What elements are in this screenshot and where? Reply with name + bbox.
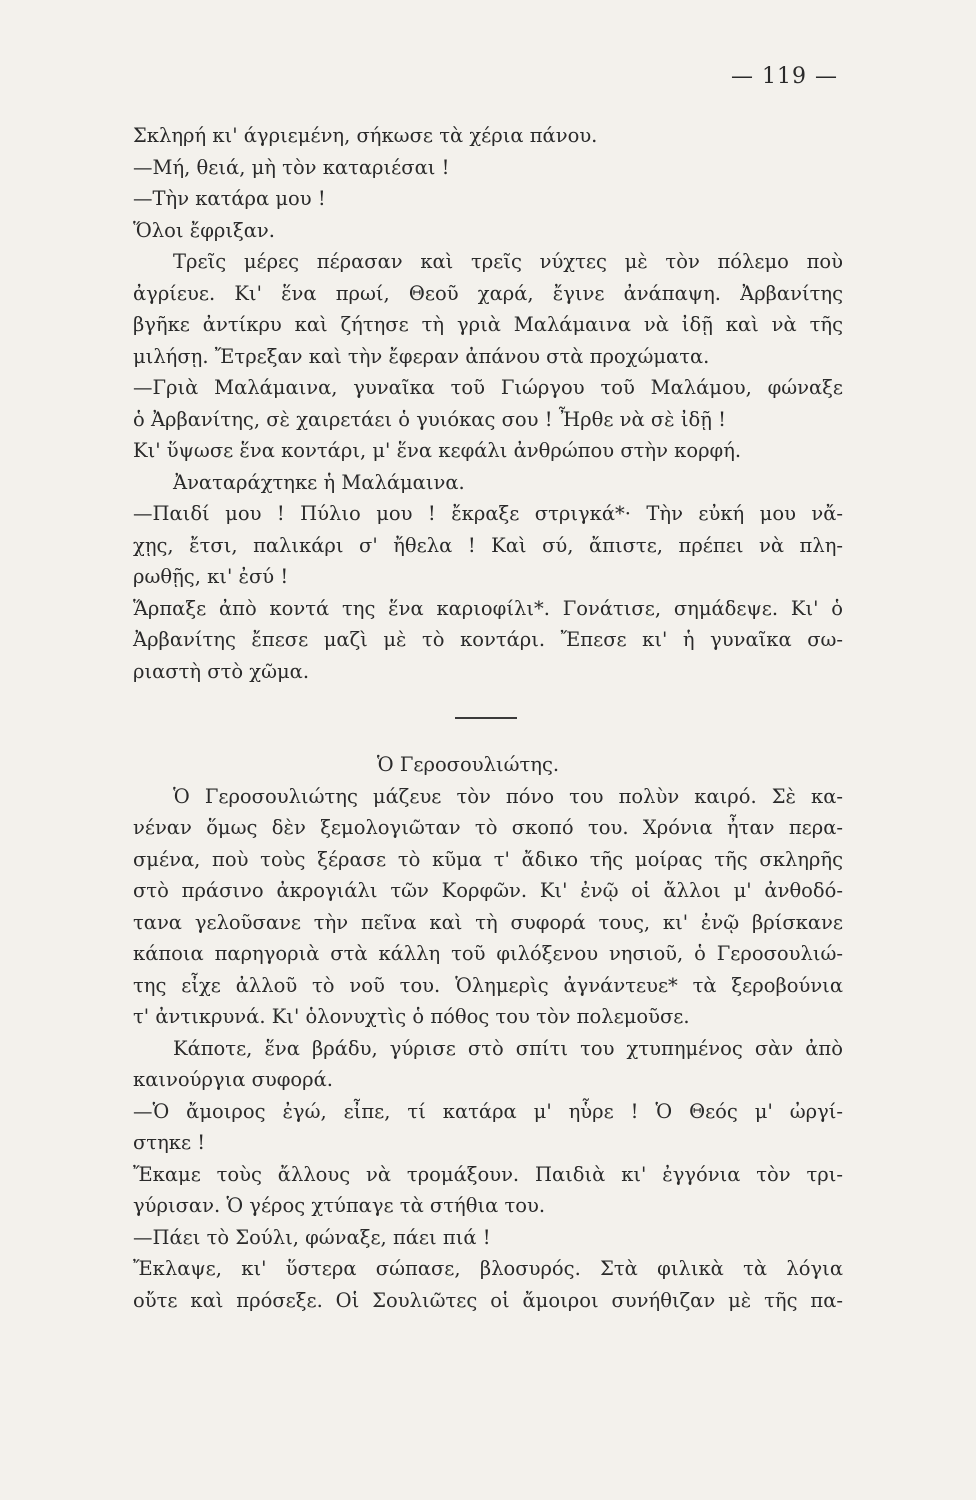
text-line: τ' ἀντικρυνά. Κι' ὁλονυχτὶς ὁ πόθος του τὸν πολεμοῦσε. — [133, 1005, 690, 1028]
text-line: χῃς, ἔτσι, παλικάρι σ' ἤθελα ! Καὶ σύ, ἄπιστε, πρέπει νὰ πλη- — [133, 533, 843, 557]
text-line: ρωθῇς, κι' ἐσύ ! — [133, 565, 289, 588]
text-line: σμένα, ποὺ τοὺς ξέρασε τὸ κῦμα τ' ἄδικο τῆς μοίρας τῆς σκληρῆς — [133, 847, 843, 871]
text-line: στὸ πράσινο ἀκρογιάλι τῶν Κορφῶν. Κι' ἐνῷ οἱ ἄλλοι μ' ἀνθοδό- — [133, 879, 843, 902]
text-line: Σκληρή κι' άγριεμένη, σήκωσε τὰ χέρια πάνου. — [133, 124, 598, 147]
text-line: Κάποτε, ἕνα βράδυ, γύρισε στὸ σπίτι του χτυπημένος σὰν ἀπὸ — [173, 1036, 843, 1060]
text-line: μιλήσῃ. Ἔτρεξαν καὶ τὴν ἔφεραν ἀπάνου στὰ προχώματα. — [133, 344, 710, 368]
text-line: ριαστὴ στὸ χῶμα. — [133, 659, 310, 683]
text-line: ἀγρίευε. Κι' ἕνα πρωί, Θεοῦ χαρά, ἔγινε ἀνάπαψη. Ἀρβανίτης — [133, 281, 843, 305]
text-line: κάποια παρηγοριὰ στὰ κάλλη τοῦ φιλόξενου νησιοῦ, ὁ Γεροσουλιώ- — [133, 942, 843, 965]
text-line: νέναν ὅμως δὲν ξεμολογιῶταν τὸ σκοπό του. Χρόνια ἦταν περα- — [133, 816, 843, 839]
text-line: οὔτε καὶ πρόσεξε. Οἱ Σουλιῶτες οἱ ἄμοιροι συνήθιζαν μὲ τῆς πα- — [133, 1288, 843, 1312]
page-number: — 119 — — [731, 64, 838, 89]
text-line: στηκε ! — [133, 1131, 206, 1154]
page-text — [133, 120, 843, 1316]
text-line: —Μή, θειά, μὴ τὸν καταριέσαι ! — [133, 155, 450, 179]
section-one — [133, 120, 843, 687]
section-divider — [133, 687, 843, 749]
text-line: της εἶχε ἀλλοῦ τὸ νοῦ του. Ὁλημερὶς ἀγνάντευε* τὰ ξεροβούνια — [133, 973, 843, 997]
text-line: Ἀναταράχτηκε ἡ Μαλάμαινα. — [173, 470, 465, 494]
text-line: —Ὁ ἄμοιρος ἐγώ, εἶπε, τί κατάρα μ' ηὗρε ! Ὁ Θεός μ' ὠργί- — [133, 1099, 843, 1123]
text-line: τανα γελοῦσανε τὴν πεῖνα καὶ τὴ συφορά τους, κι' ἐνῷ βρίσκανε — [133, 910, 843, 934]
section-title: Ὁ Γεροσουλιώτης. — [376, 753, 560, 776]
text-line: βγῆκε ἀντίκρυ καὶ ζήτησε τὴ γριὰ Μαλάμαινα νὰ ἰδῇ καὶ νὰ τῆς — [133, 313, 843, 336]
text-line: Ἀρβανίτης ἔπεσε μαζὶ μὲ τὸ κοντάρι. Ἔπεσε κι' ἡ γυναῖκα σω- — [133, 628, 843, 651]
text-line: καινούργια συφορά. — [133, 1068, 333, 1091]
text-line: γύρισαν. Ὁ γέρος χτύπαγε τὰ στήθια του. — [133, 1194, 546, 1217]
text-line: Τρεῖς μέρες πέρασαν καὶ τρεῖς νύχτες μὲ τὸν πόλεμο ποὺ — [173, 250, 843, 273]
text-line: —Τὴν κατάρα μου ! — [133, 187, 326, 210]
text-line: Ὁ Γεροσουλιώτης μάζευε τὸν πόνο του πολὺν καιρό. Σὲ κα- — [173, 784, 843, 808]
text-line: Ἔκαμε τοὺς ἄλλους νὰ τρομάξουν. Παιδιὰ κι' ἐγγόνια τὸν τρι- — [133, 1162, 843, 1186]
text-line: Κι' ὕψωσε ἕνα κοντάρι, μ' ἕνα κεφάλι ἀνθρώπου στὴν κορφή. — [133, 439, 742, 462]
text-line: —Παιδί μου ! Πύλιο μου ! ἔκραξε στριγκά*· Τὴν εὐκή μου νἄ- — [133, 502, 843, 525]
text-line: —Γριὰ Μαλάμαινα, γυναῖκα τοῦ Γιώργου τοῦ Μαλάμου, φώναξε — [133, 376, 843, 399]
text-line: —Πάει τὸ Σούλι, φώναξε, πάει πιά ! — [133, 1225, 491, 1249]
text-line: ὁ Ἀρβανίτης, σὲ χαιρετάει ὁ γυιόκας σου ! Ἦρθε νὰ σὲ ἰδῇ ! — [133, 407, 726, 431]
section-two — [133, 781, 843, 1317]
divider-rule — [455, 717, 517, 719]
text-line: Ἅρπαξε ἀπὸ κοντά της ἕνα καριοφίλι*. Γονάτισε, σημάδεψε. Κι' ὁ — [133, 596, 843, 620]
text-line: Ὅλοι ἔφριξαν. — [133, 218, 275, 242]
text-line: Ἔκλαψε, κι' ὕστερα σώπασε, βλοσυρός. Στὰ φιλικὰ τὰ λόγια — [133, 1257, 843, 1280]
